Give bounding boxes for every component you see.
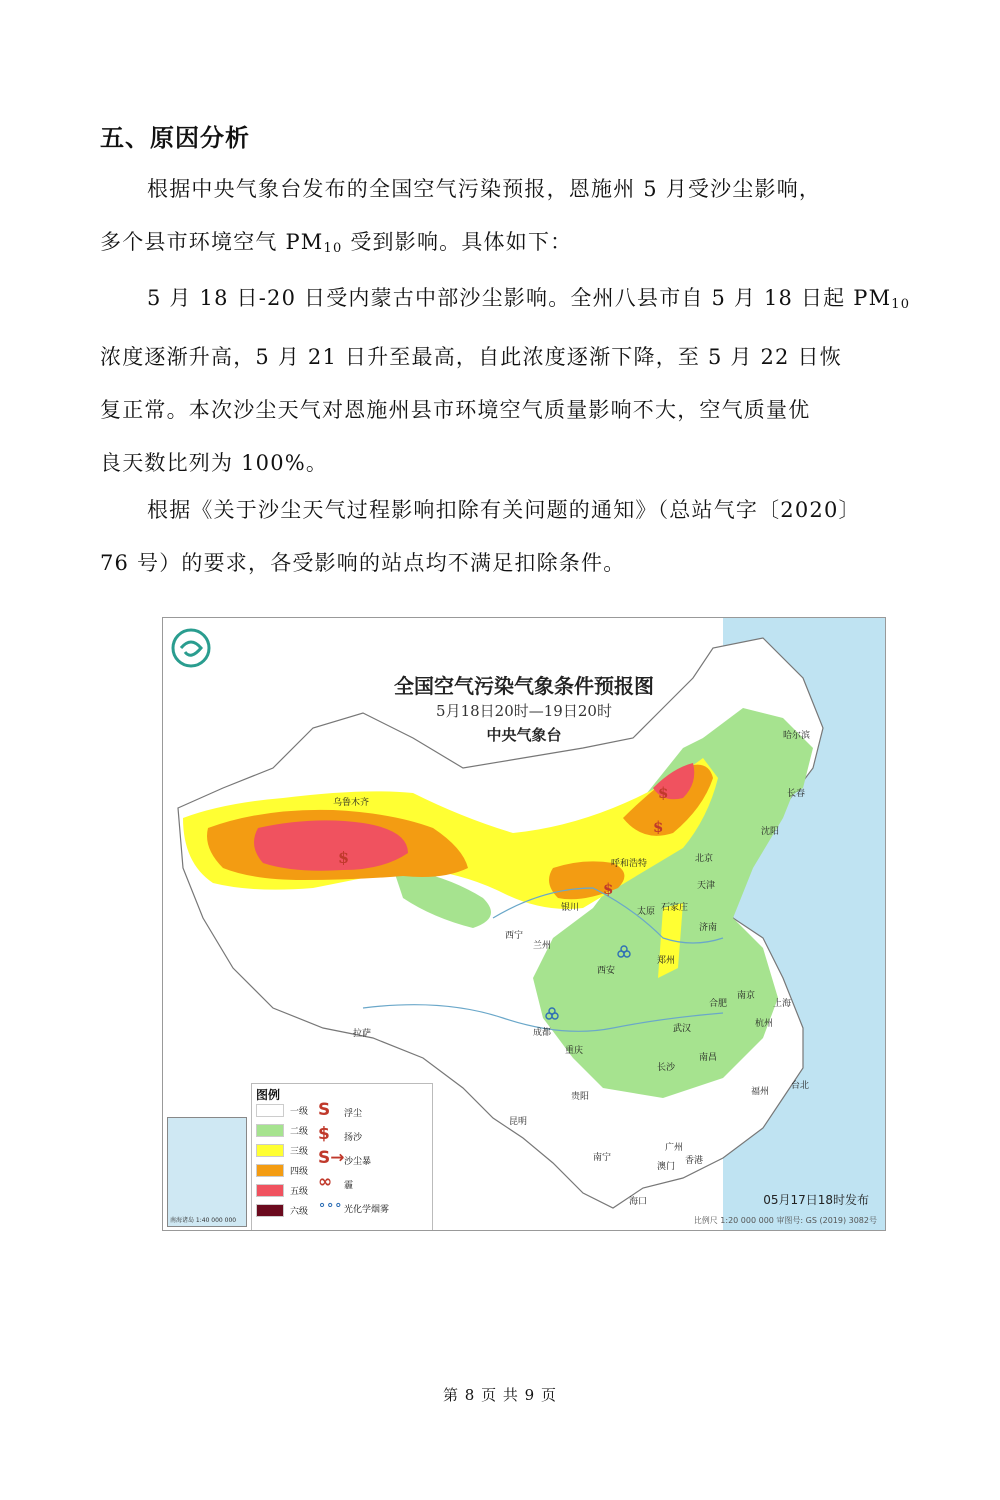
symbol-label: 光化学烟雾 — [344, 1205, 390, 1215]
p3-line-2: 76 号）的要求，各受影响的站点均不满足扣除条件。 — [100, 551, 626, 575]
forecast-map-figure — [162, 617, 886, 1231]
blowing-sand-icon: $ — [318, 1124, 330, 1144]
legend-symbol — [318, 1102, 428, 1122]
legend-symbol — [318, 1198, 428, 1218]
map-title: 全国空气污染气象条件预报图 — [394, 674, 654, 698]
legend-level — [256, 1204, 312, 1217]
city-label: 乌鲁木齐 — [333, 798, 370, 808]
legend-level — [256, 1104, 312, 1117]
cma-logo — [173, 630, 209, 666]
city-label: 海口 — [629, 1197, 648, 1207]
map-issuer: 中央气象台 — [486, 726, 562, 744]
city-label: 南昌 — [699, 1053, 718, 1063]
haze-icon: ∞ — [318, 1172, 333, 1192]
city-label: 福州 — [751, 1087, 770, 1097]
city-label: 昆明 — [509, 1117, 528, 1127]
floating-dust-icon: S — [318, 1100, 331, 1120]
level-label: 六级 — [290, 1207, 309, 1217]
level-label: 四级 — [290, 1167, 309, 1177]
dust-symbol: $ — [658, 784, 669, 802]
south-china-sea-inset — [167, 1117, 247, 1227]
p1-line-2 — [100, 216, 906, 275]
p2-line-3: 复正常。本次沙尘天气对恩施州县市环境空气质量影响不大，空气质量优 — [100, 398, 811, 422]
city-label: 银川 — [561, 903, 580, 913]
legend-symbol — [318, 1126, 428, 1146]
map-legend — [251, 1083, 433, 1231]
level-swatch — [256, 1164, 284, 1177]
pm-subscript: 10 — [891, 297, 911, 312]
city-label: 武汉 — [673, 1024, 692, 1034]
p1-line-1: 根据中央气象台发布的全国空气污染预报，恩施州 5 月受沙尘影响， — [147, 177, 822, 201]
issue-time: 05月17日18时发布 — [763, 1193, 869, 1207]
city-label: 长沙 — [657, 1063, 676, 1073]
level-swatch — [256, 1144, 284, 1157]
city-label: 澳门 — [657, 1162, 676, 1172]
p2-line-2: 浓度逐渐升高，5 月 21 日升至最高，自此浓度逐渐下降，至 5 月 22 日恢 — [100, 345, 842, 369]
legend-level — [256, 1184, 312, 1197]
dust-symbol: $ — [653, 818, 664, 836]
city-label: 长春 — [787, 789, 806, 799]
city-label: 贵阳 — [571, 1092, 590, 1102]
city-label: 南京 — [737, 991, 756, 1001]
p3-line-1: 根据《关于沙尘天气过程影响扣除有关问题的通知》（总站气字〔2020〕 — [147, 498, 861, 522]
level-swatch — [256, 1204, 284, 1217]
dust-symbol: $ — [338, 848, 350, 867]
city-label: 兰州 — [533, 941, 552, 951]
page-footer: 第 8 页 共 9 页 — [443, 1386, 557, 1404]
city-label: 广州 — [665, 1143, 684, 1153]
city-label: 西宁 — [505, 931, 524, 941]
symbol-label: 扬沙 — [344, 1133, 363, 1143]
legend-title: 图例 — [256, 1088, 281, 1102]
level-swatch — [256, 1184, 284, 1197]
paragraph-1 — [100, 163, 906, 275]
paragraph-3 — [100, 484, 906, 590]
symbol-label: 浮尘 — [344, 1109, 363, 1119]
city-label: 台北 — [791, 1081, 810, 1091]
p2-line-4: 良天数比列为 100%。 — [100, 451, 329, 475]
city-label: 合肥 — [709, 999, 728, 1009]
city-label: 济南 — [699, 923, 718, 933]
map-period: 5月18日20时—19日20时 — [436, 702, 612, 720]
legend-symbol — [318, 1150, 428, 1170]
city-label: 香港 — [685, 1156, 704, 1166]
city-label: 北京 — [695, 854, 714, 864]
pm-subscript: 10 — [323, 241, 343, 256]
p2-line-1 — [100, 272, 911, 331]
legend-level — [256, 1144, 312, 1157]
city-label: 太原 — [637, 907, 656, 917]
scale-note: 比例尺 1:20 000 000 审图号: GS (2019) 3082号 — [693, 1216, 877, 1225]
city-label: 成都 — [533, 1028, 552, 1038]
level-label: 一级 — [290, 1107, 309, 1117]
smog-icon: ∘∘∘ — [318, 1198, 343, 1213]
level-swatch — [256, 1124, 284, 1137]
symbol-label: 沙尘暴 — [344, 1157, 372, 1167]
legend-symbol — [318, 1174, 428, 1194]
city-label: 西安 — [597, 966, 616, 976]
city-label: 呼和浩特 — [611, 859, 648, 869]
sandstorm-icon: S→ — [318, 1148, 345, 1168]
dust-symbol: $ — [603, 880, 614, 898]
city-label: 重庆 — [565, 1046, 584, 1056]
city-label: 哈尔滨 — [783, 731, 811, 741]
inset-label: 南海诸岛 1:40 000 000 — [170, 1217, 237, 1224]
city-label: 沈阳 — [761, 827, 780, 837]
level-label: 三级 — [290, 1147, 309, 1157]
level-label: 五级 — [290, 1187, 309, 1197]
legend-level — [256, 1124, 312, 1137]
p1-line-2a: 多个县市环境空气 PM — [100, 230, 324, 254]
legend-level — [256, 1164, 312, 1177]
city-label: 上海 — [773, 999, 792, 1009]
level-swatch — [256, 1104, 284, 1117]
symbol-label: 霾 — [344, 1181, 354, 1191]
p1-line-2b: 受到影响。具体如下： — [342, 230, 573, 254]
city-label: 南宁 — [593, 1153, 612, 1163]
p2-line-1a: 5 月 18 日-20 日受内蒙古中部沙尘影响。全州八县市自 5 月 18 日起 PM — [147, 286, 892, 310]
section-heading: 五、原因分析 — [100, 124, 250, 152]
city-label: 拉萨 — [353, 1029, 372, 1039]
paragraph-2 — [100, 272, 911, 490]
city-label: 天津 — [697, 881, 716, 891]
city-label: 石家庄 — [661, 903, 689, 913]
city-label: 郑州 — [657, 956, 676, 966]
city-label: 杭州 — [755, 1019, 774, 1029]
level-label: 二级 — [290, 1127, 309, 1137]
